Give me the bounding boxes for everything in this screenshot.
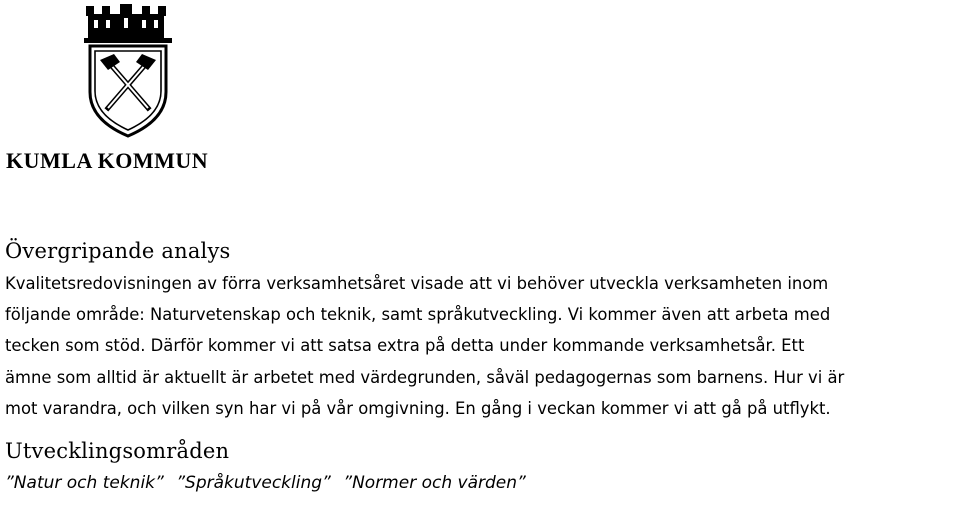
paragraph-line: Kvalitetsredovisningen av förra verksamhetsåret visade att vi behöver utveckla verksamheten inom [5, 274, 829, 293]
document-body [5, 234, 955, 498]
paragraph-line: ämne som alltid är aktuellt är arbetet med värdegrunden, såväl pedagogernas som barnens. Hur vi är [5, 367, 845, 387]
logo-wordmark [6, 140, 246, 176]
focus-area-sprak: ”Språkutveckling” [176, 473, 331, 494]
svg-text:KUMLA KOMMUN: KUMLA KOMMUN [6, 148, 209, 173]
focus-area-natur: ”Natur och teknik” [5, 473, 164, 494]
coat-of-arms-icon [76, 0, 180, 140]
section-heading-analys: Övergripande analys [5, 239, 231, 263]
kumla-kommun-logo [6, 0, 246, 175]
analysis-paragraph [5, 268, 955, 424]
paragraph-line: mot varandra, och vilken syn har vi på vår omgivning. En gång i veckan kommer vi att gå på utflykt. [5, 398, 831, 418]
focus-area-normer: ”Normer och värden” [343, 473, 526, 494]
section-heading-utvecklingsomraden: Utvecklingsområden [5, 439, 230, 464]
paragraph-line: tecken som stöd. Därför kommer vi att satsa extra på detta under kommande verksamhetsår. Ett [5, 336, 805, 356]
focus-areas-list [5, 468, 955, 498]
paragraph-line: följande område: Naturvetenskap och teknik, samt språkutveckling. Vi kommer även att arbeta med [5, 305, 831, 325]
